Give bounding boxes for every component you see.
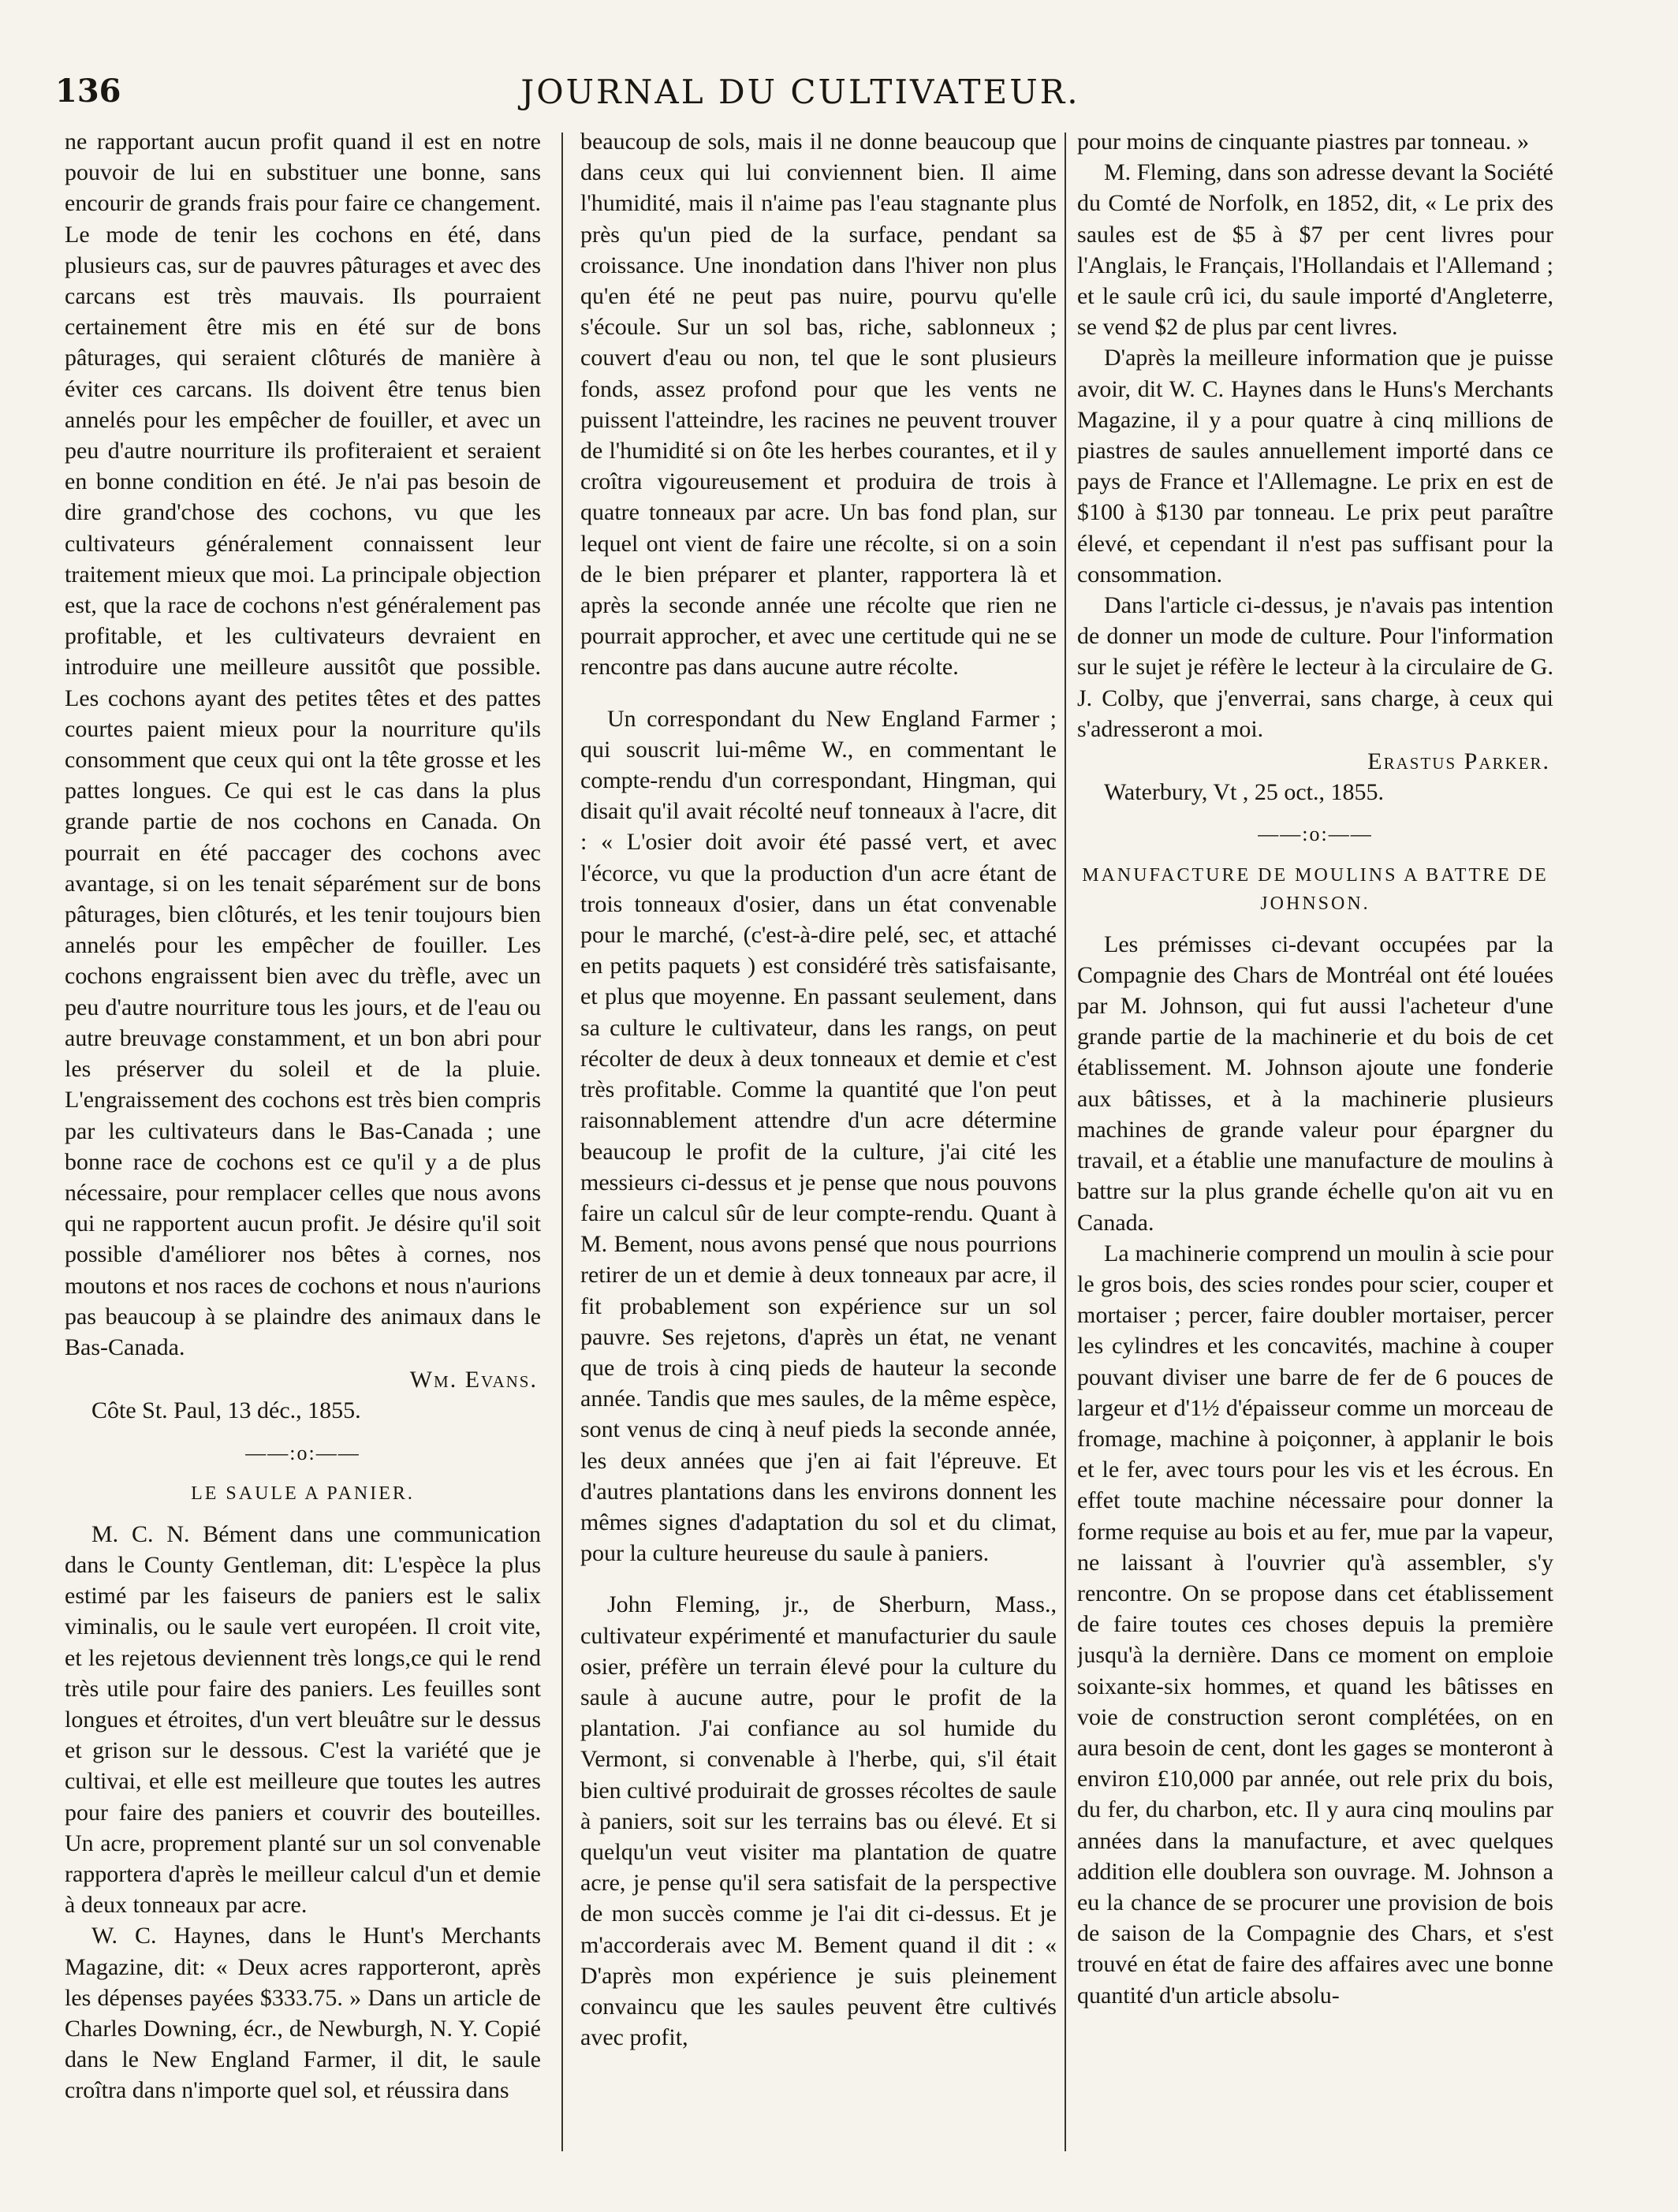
section-heading: LE SAULE A PANIER. [191,1483,415,1504]
section-ornament: ——:o:—— [245,1441,360,1464]
paragraph: Un correspondant du New England Farmer ; qui souscrit lui-même W., en commentant le compte-rendu d'un correspondant, Hingman, qui disait qu'il avait récolté neuf tonneaux à l'acre, dit : « L'osier doit avoir été passé vert, et avec l'écorce, vu que la production d'un acre étant de trois tonneaux d'osier, dans un état convenable pour le marché, (c'est-à-dire pelé, sec, et attaché en petits paquets ) est considéré très satisfaisante, et plus que moyenne. En passant seulement, dans sa culture le cultivateur, dans les rangs, on peut récolter de deux à deux tonneaux et demie et c'est très profitable. Comme la quantité que l'on peut raisonnablement attendre d'un acre détermine beaucoup le profit de la culture, j'ai cité les messieurs ci-dessus et je pense que nous pouvons faire un calcul sûr de leur compte-rendu. Quant à M. Bement, nous avons pensé que nous pourrions retirer de un et demie à deux tonneaux par acre, il fit probablement son expérience sur un sol pauvre. Ses rejetons, d'après un état, ne venant que de trois à cinq pieds de hauteur la seconde année. Tandis que mes saules, de la même espèce, sont venus de cinq à neuf pieds la seconde année, les deux années que j'en ai fait l'épreuve. Et d'autres plantations dans les environs donnent les mêmes signes d'adaptation du sol et du climat, pour la culture heureuse du saule à paniers. [580,705,1057,1567]
column-right [1077,126,1553,2192]
column-left [65,126,541,2192]
dateline: Waterbury, Vt , 25 oct., 1855. [1104,779,1385,806]
dateline: Côte St. Paul, 13 déc., 1855. [91,1397,361,1424]
paragraph: D'après la meilleure information que je puisse avoir, dit W. C. Haynes dans le Huns's Merchants Magazine, il y a pour quatre à cinq millions de piastres de saules annuellement importé dans ce pays de France et l'Allemagne. Le prix en est de $100 à $130 par tonneau. Le prix peut paraître élevé, et cependant il n'est pas suffisant pour la consommation. [1077,345,1553,588]
column-divider [561,132,563,2151]
column-divider [1065,132,1066,2151]
paragraph: beaucoup de sols, mais il ne donne beaucoup que dans ceux qui lui conviennent bien. Il aime l'humidité, mais il n'aime pas l'eau stagnante plus près qu'un pied de la surface, pendant sa croissance. Une inondation dans l'hiver non plus qu'en été ne peut pas nuire, pourvu qu'elle s'écoule. Sur un sol bas, riche, sablonneux ; couvert d'eau ou non, tel que le sont plusieurs fonds, assez profond pour que les vents ne puissent l'atteindre, les racines ne peuvent trouver de l'humidité si on ôte les herbes courantes, et il y croîtra vigoureusement et produira de trois à quatre tonneaux par acre. Un bas fond plan, sur lequel ont vient de faire une récolte, si on a soin de le bien préparer et planter, rapportera là et après la seconde année une récolte que rien ne pourrait approcher, et avec une certitude qui ne se rencontre pas dans aucune autre récolte. [580,129,1057,681]
page-header [55,73,1546,117]
section-heading: MANUFACTURE DE MOULINS A BATTRE DE JOHNSON. [1082,864,1549,914]
paragraph: M. C. N. Bément dans une communication dans le County Gentleman, dit: L'espèce la plus estimé par les faiseurs de paniers est le salix viminalis, ou le saule vert européen. Il croit vite, et les rejetous deviennent très longs,ce qui le rend très utile pour faire des paniers. Les feuilles sont longues et étroites, d'un vert bleuâtre sur le dessus et grison sur le dessous. C'est la variété que je cultivai, et elle est meilleure que toutes les autres pour faire des paniers et couvrir des bouteilles. Un acre, proprement planté sur un sol convenable rapportera d'après le meilleur calcul d'un et demie à deux tonneaux par acre. [65,1520,541,1919]
author-signature: Wm. Evans. [409,1367,538,1393]
paragraph: La machinerie comprend un moulin à scie pour le gros bois, des scies rondes pour scier, couper et mortaiser ; percer, faire doubler mortaiser, percer les cylindres et les concavités, machine à couper pouvant diviser une barre de fer de 6 pouces de largeur et d'1½ d'épaisseur comme un morceau de fromage, machine à poiçonner, à applanir le bois et le fer, avec tours pour les vis et les écrous. En effet toute machine nécessaire pour donner la forme requise au bois et au fer, mue par la vapeur, ne laissant à l'ouvrier qu'à assembler, s'y rencontre. On se propose dans cet établissement de faire toutes ces choses depuis la première jusqu'à la dernière. Dans ce moment on emploie soixante-six hommes, et quand les bâtisses en voie de construction seront complétées, on en aura besoin de cent, dont les gages se monteront à environ £10,000 par année, out rele prix du bois, du fer, du charbon, etc. Il y aura cinq moulins par années dans la manufacture, et avec quelques addition elle doublera son ouvrage. M. Johnson a eu la chance de se procurer une provision de bois de saison de la Compagnie des Chars, et s'est trouvé en état de faire des affaires avec une bonne quantité d'un article absolu- [1077,1240,1553,2009]
paragraph: W. C. Haynes, dans le Hunt's Merchants Magazine, dit: « Deux acres rapporteront, après les dépenses payées $333.75. » Dans un article de Charles Downing, écr., de Newburgh, N. Y. Copié dans le New England Farmer, il dit, le saule croîtra dans n'importe quel sol, et réussira dans [65,1923,541,2104]
author-signature: Erastus Parker. [1367,748,1550,775]
paragraph: ne rapportant aucun profit quand il est en notre pouvoir de lui en substituer une bonne, sans encourir de grands frais pour faire ce changement. Le mode de tenir les cochons en été, dans plusieurs cas, sur de pauvres pâturages et avec des carcans est très mauvais. Ils pourraient certainement être mis en été sur de bons pâturages, qui seraient clôturés de manière à éviter ces carcans. Ils doivent être tenus bien annelés pour les empêcher de fouiller, et avec un peu d'autre nourriture ils profiteraient et seraient en bonne condition en été. Je n'ai pas besoin de dire grand'chose des cochons, vu que les cultivateurs généralement connaissent leur traitement mieux que moi. La principale objection est, que la race de cochons n'est généralement pas profitable, et les cultivateurs devraient en introduire une meilleure aussitôt que possible. Les cochons ayant des petites têtes et des pattes courtes paient mieux pour la nourriture qu'ils consomment que ceux qui ont la tête grosse et les pattes longues. Ce qui est le cas dans la plus grande partie de nos cochons en Canada. On pourrait en été paccager des cochons avec avantage, si on les tenait séparément sur de bons pâturages, bien clôturés, et les tenir toujours bien annelés pour les empêcher de fouiller. Les cochons engraissent bien avec du trèfle, avec un peu d'autre nourriture tous les jours, et de l'eau ou autre breuvage constamment, et un bon abri pour les préserver du soleil et de la pluie. L'engraissement des cochons est très bien compris par les cultivateurs dans le Bas-Canada ; une bonne race de cochons est ce qu'il y a de plus nécessaire, pour remplacer celles que nous avons qui ne rapportent aucun profit. Je désire qu'il soit possible d'améliorer nos bêtes à cornes, nos moutons et nos races de cochons et nous n'aurions pas beaucoup à se plaindre des animaux dans le Bas-Canada. [65,129,541,1360]
paragraph: Dans l'article ci-dessus, je n'avais pas intention de donner un mode de culture. Pour l'information sur le sujet je réfère le lecteur à la circulaire de G. J. Colby, que j'enverrai, sans charge, à ceux qui s'adresseront a moi. [1077,592,1553,742]
running-title: JOURNAL DU CULTIVATEUR. [520,73,1080,111]
paragraph: John Fleming, jr., de Sherburn, Mass., cultivateur expérimenté et manufacturier du saule osier, préfère un terrain élevé pour la culture du saule à aucune autre, pour le profit de la plantation. J'ai confiance au sol humide du Vermont, si convenable à l'herbe, qui, s'il était bien cultivé produirait de grosses récoltes de saule à paniers, soit sur les terrains bas ou élevé. Et si quelqu'un veut visiter ma plantation de quatre acre, je pense qu'il sera satisfait de la perspective de mon succès comme je l'ai dit ci-dessus. Et je m'accorderais avec M. Bement quand il dit : « D'après mon expérience je suis pleinement convaincu que les saules peuvent être cultivés avec profit, [580,1591,1057,2051]
paragraph: M. Fleming, dans son adresse devant la Société du Comté de Norfolk, en 1852, dit, « Le prix des saules est de $5 à $7 per cent livres pour l'Anglais, le Français, l'Hollandais et l'Allemand ; et le saule crû ici, du saule importé d'Angleterre, se vend $2 de plus par cent livres. [1077,159,1553,341]
paragraph: pour moins de cinquante piastres par tonneau. » [1077,129,1530,155]
column-middle [580,126,1057,2192]
paragraph: Les prémisses ci-devant occupées par la Compagnie des Chars de Montréal ont été louées par M. Johnson, qui fut aussi l'acheteur d'une grande partie de la machinerie et du bois de cet établissement. M. Johnson ajoute une fonderie aux bâtisses, et à la machinerie plusieurs machines de grande valeur pour épargner du travail, et a établie une manufacture de moulins à battre sur la plus grande échelle qu'on ait vu en Canada. [1077,931,1553,1236]
section-ornament: ——:o:—— [1258,823,1373,846]
page-number: 136 [55,73,121,110]
